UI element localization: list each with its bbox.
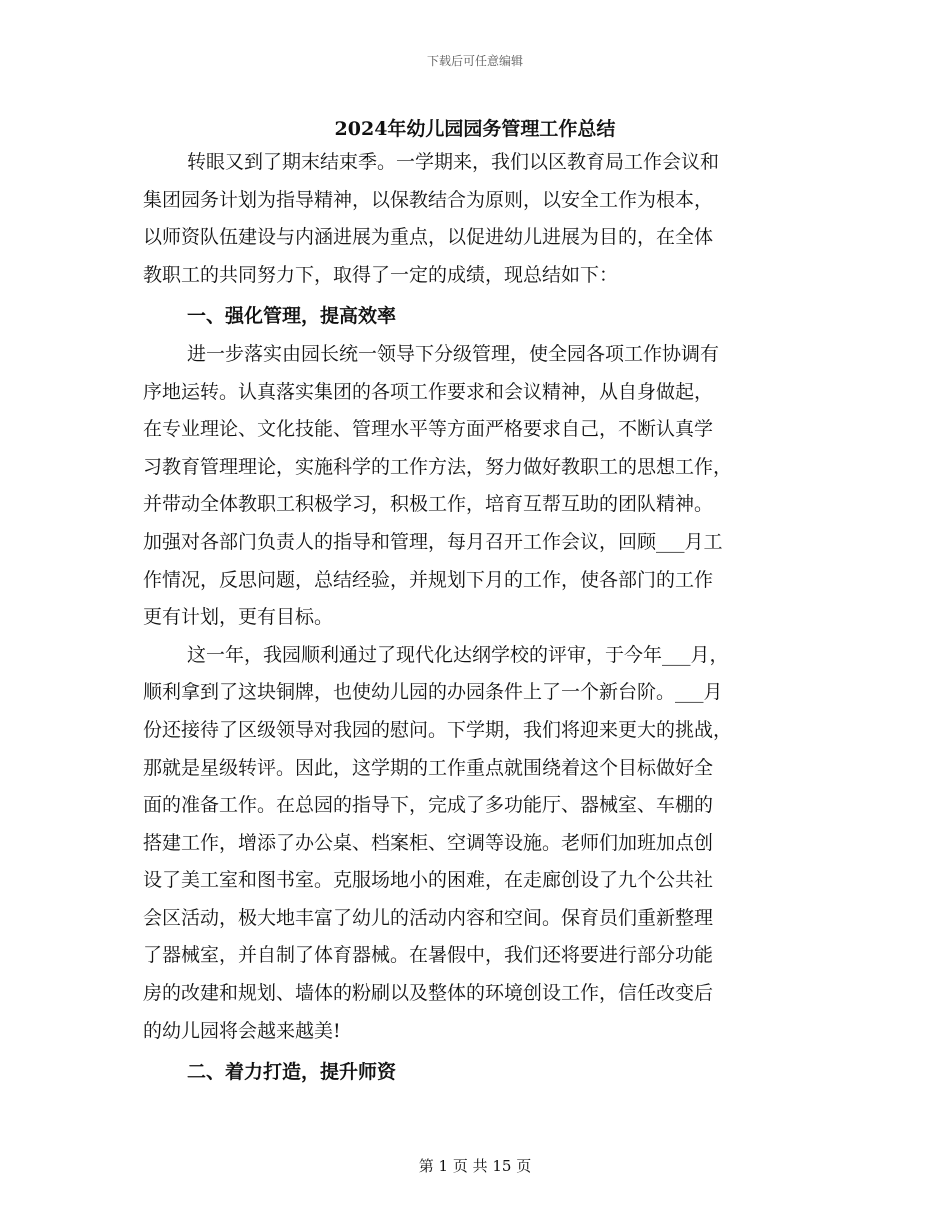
paragraph-line: 加强对各部门负责人的指导和管理，每月召开工作会议，回顾___月工 (143, 530, 723, 553)
paragraph-line: 设了美工室和图书室。克服场地小的困难，在走廊创设了九个公共社 (143, 869, 714, 892)
paragraph-line: 房的改建和规划、墙体的粉刷以及整体的环境创设工作，信任改变后 (143, 982, 714, 1005)
page-header-note: 下载后可任意编辑 (426, 54, 523, 68)
paragraph-line: 面的准备工作。在总园的指导下，完成了多功能厅、器械室、车棚的 (143, 794, 714, 817)
paragraph-line: 序地运转。认真落实集团的各项工作要求和会议精神，从自身做起， (143, 380, 714, 403)
document-body (143, 144, 803, 1092)
paragraph-line: 转眼又到了期末结束季。一学期来，我们以区教育局工作会议和 (187, 151, 720, 173)
paragraph-line: 的幼儿园将会越来越美! (143, 1019, 341, 1042)
paragraph-line: 顺利拿到了这块铜牌，也使幼儿园的办园条件上了一个新台阶。___月 (143, 681, 723, 704)
paragraph-line: 进一步落实由园长统一领导下分级管理，使全园各项工作协调有 (187, 342, 720, 365)
section-heading: 一、强化管理，提高效率 (187, 305, 397, 328)
paragraph-line: 搭建工作，增添了办公桌、档案柜、空调等设施。老师们加班加点创 (143, 831, 714, 854)
paragraph-line: 集团园务计划为指导精神，以保教结合为原则，以安全工作为根本， (143, 188, 714, 211)
section-heading: 二、着力打造，提升师资 (187, 1061, 397, 1084)
paragraph-line: 作情况，反思问题，总结经验，并规划下月的工作，使各部门的工作 (143, 568, 714, 591)
paragraph-line: 会区活动，极大地丰富了幼儿的活动内容和空间。保育员们重新整理 (143, 906, 714, 929)
paragraph-line: 并带动全体教职工积极学习，积极工作，培育互帮互助的团队精神。 (143, 493, 714, 516)
paragraph-line: 这一年，我园顺利通过了现代化达纲学校的评审，于今年___月， (187, 643, 729, 666)
paragraph-line: 在专业理论、文化技能、管理水平等方面严格要求自己，不断认真学 (143, 418, 714, 441)
paragraph-line: 以师资队伍建设与内涵进展为重点，以促进幼儿进展为目的，在全体 (143, 226, 714, 249)
paragraph-line: 更有计划，更有目标。 (143, 606, 334, 629)
paragraph-line: 教职工的共同努力下，取得了一定的成绩，现总结如下： (143, 263, 619, 286)
document-title: 2024年幼儿园园务管理工作总结 (334, 118, 616, 140)
paragraph-line: 份还接待了区级领导对我园的慰问。下学期，我们将迎来更大的挑战， (143, 718, 733, 741)
paragraph-line: 那就是星级转评。因此，这学期的工作重点就围绕着这个目标做好全 (143, 756, 714, 779)
page-number-footer: 第 1 页 共 15 页 (418, 1157, 532, 1175)
paragraph-line: 了器械室，并自制了体育器械。在暑假中，我们还将要进行部分功能 (143, 944, 714, 967)
paragraph-line: 习教育管理理论，实施科学的工作方法，努力做好教职工的思想工作， (143, 455, 733, 478)
